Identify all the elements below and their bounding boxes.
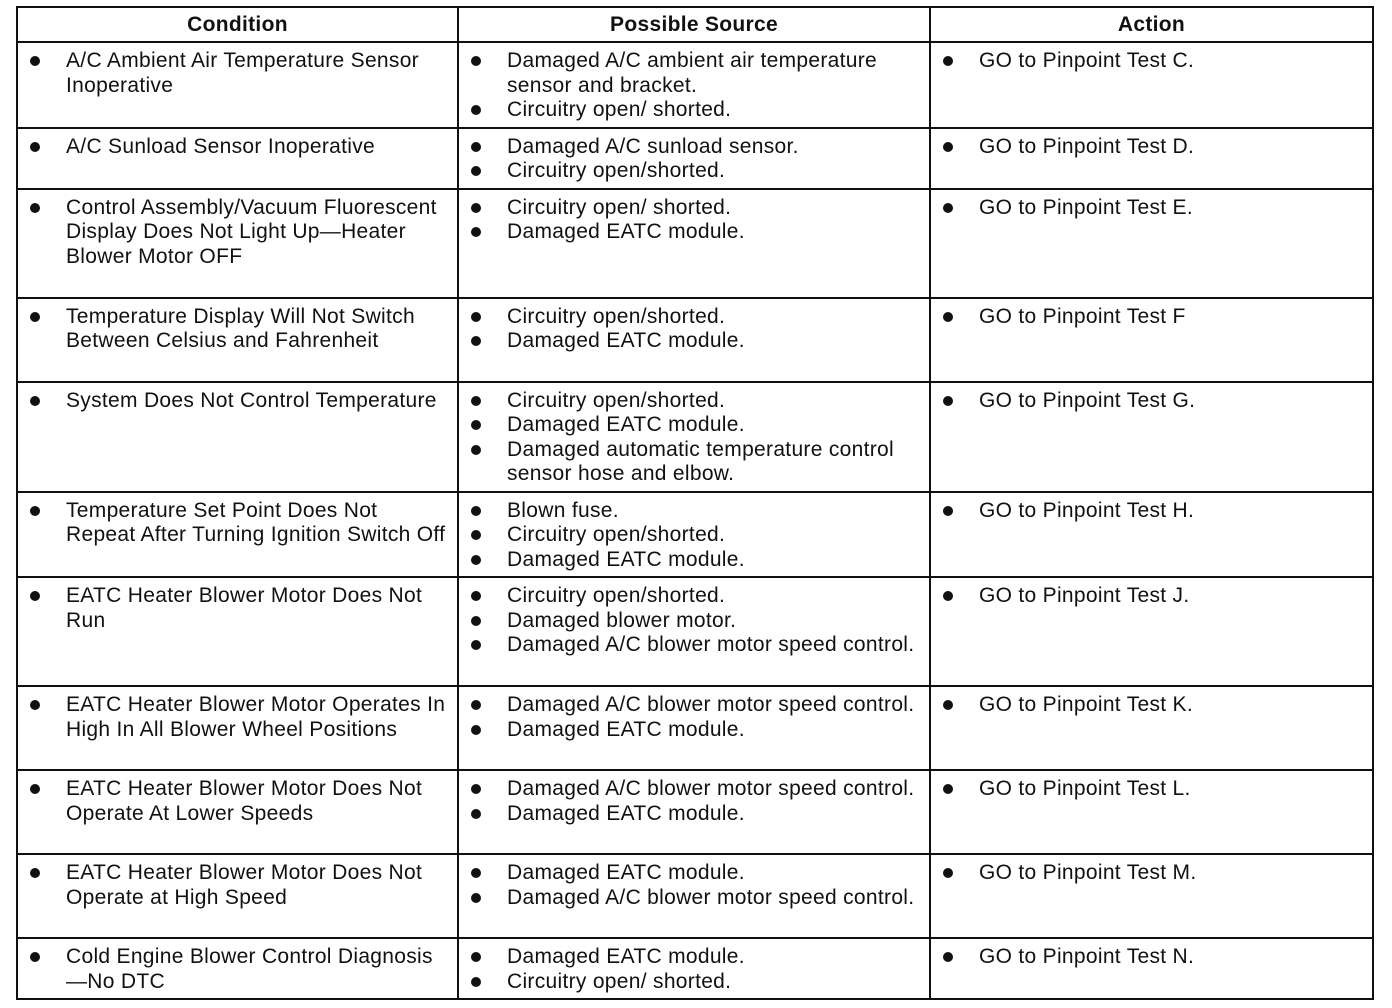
- bullet-icon: [943, 312, 953, 322]
- item-text: Damaged A/C blower motor speed control.: [507, 885, 915, 909]
- item-text: Damaged EATC module.: [507, 329, 745, 352]
- bullet-icon: [943, 396, 953, 406]
- bullet-list: [459, 129, 929, 188]
- item-text: Blown fuse.: [507, 498, 619, 522]
- item-text: Temperature Set Point Does Not Repeat After Turning Ignition Switch Off: [66, 498, 446, 546]
- bullet-list: [931, 771, 1372, 806]
- item-text: Damaged EATC module.: [507, 413, 745, 436]
- bullet-list: [931, 493, 1372, 528]
- bullet-list: [18, 43, 457, 102]
- condition-cell: [17, 492, 458, 578]
- action-cell: [930, 128, 1373, 189]
- table-row: [17, 189, 1373, 298]
- bullet-icon: [471, 952, 481, 962]
- bullet-icon: [471, 336, 481, 346]
- bullet-list: [459, 43, 929, 127]
- list-item: [459, 159, 921, 184]
- list-item: [459, 633, 921, 658]
- bullet-list: [459, 855, 929, 914]
- bullet-icon: [471, 700, 481, 710]
- condition-cell: [17, 854, 458, 938]
- list-item: [18, 499, 449, 548]
- bullet-icon: [471, 166, 481, 176]
- item-text: GO to Pinpoint Test G.: [979, 388, 1196, 412]
- bullet-icon: [943, 591, 953, 601]
- list-item: [18, 861, 449, 910]
- table-row: [17, 128, 1373, 189]
- list-item: [459, 718, 921, 743]
- bullet-icon: [471, 56, 481, 66]
- action-cell: [930, 298, 1373, 382]
- list-item: [931, 305, 1364, 330]
- table-row: [17, 382, 1373, 492]
- bullet-list: [459, 771, 929, 830]
- bullet-list: [18, 578, 457, 637]
- bullet-icon: [30, 700, 40, 710]
- list-item: [459, 196, 921, 221]
- bullet-list: [18, 687, 457, 746]
- action-cell: [930, 42, 1373, 128]
- condition-cell: [17, 577, 458, 686]
- bullet-icon: [471, 640, 481, 650]
- header-row: [17, 7, 1373, 42]
- header-possible-source: Possible Source: [458, 7, 930, 42]
- list-item: [459, 135, 921, 160]
- bullet-list: [459, 383, 929, 491]
- bullet-icon: [471, 725, 481, 735]
- item-text: System Does Not Control Temperature: [66, 388, 437, 412]
- item-text: GO to Pinpoint Test L.: [979, 777, 1191, 800]
- list-item: [459, 220, 921, 245]
- bullet-icon: [943, 506, 953, 516]
- bullet-list: [459, 578, 929, 662]
- item-text: EATC Heater Blower Motor Does Not Run: [66, 584, 423, 632]
- action-cell: [930, 686, 1373, 770]
- list-item: [931, 693, 1364, 718]
- list-item: [459, 49, 921, 98]
- item-text: Damaged EATC module.: [507, 801, 745, 825]
- bullet-icon: [943, 700, 953, 710]
- bullet-list: [18, 129, 457, 164]
- item-text: Temperature Display Will Not Switch Between Celsius and Fahrenheit: [66, 304, 415, 352]
- list-item: [459, 548, 921, 573]
- bullet-list: [931, 687, 1372, 722]
- bullet-icon: [30, 591, 40, 601]
- bullet-icon: [30, 203, 40, 213]
- bullet-icon: [471, 530, 481, 540]
- bullet-icon: [471, 555, 481, 565]
- list-item: [18, 777, 449, 826]
- bullet-icon: [943, 868, 953, 878]
- item-text: A/C Ambient Air Temperature Sensor Inoperative: [66, 49, 419, 97]
- item-text: Damaged A/C blower motor speed control.: [507, 633, 915, 656]
- bullet-icon: [471, 893, 481, 903]
- bullet-icon: [471, 784, 481, 794]
- table-row: [17, 686, 1373, 770]
- item-text: Damaged EATC module.: [507, 547, 745, 571]
- item-text: Circuitry open/shorted.: [507, 159, 726, 182]
- bullet-icon: [943, 56, 953, 66]
- list-item: [18, 135, 449, 160]
- list-item: [459, 970, 921, 995]
- item-text: Damaged A/C blower motor speed control.: [507, 777, 915, 800]
- list-item: [18, 389, 449, 414]
- item-text: Damaged blower motor.: [507, 608, 737, 632]
- list-item: [459, 802, 921, 827]
- item-text: GO to Pinpoint Test M.: [979, 861, 1197, 884]
- bullet-icon: [471, 616, 481, 626]
- bullet-icon: [471, 312, 481, 322]
- list-item: [931, 196, 1364, 221]
- item-text: Control Assembly/Vacuum Fluorescent Display Does Not Light Up—Heater Blower Motor OFF: [66, 195, 437, 268]
- bullet-icon: [30, 784, 40, 794]
- bullet-icon: [943, 142, 953, 152]
- action-cell: [930, 382, 1373, 492]
- condition-cell: [17, 770, 458, 854]
- list-item: [459, 438, 921, 487]
- condition-cell: [17, 189, 458, 298]
- item-text: Damaged A/C sunload sensor.: [507, 134, 799, 158]
- bullet-list: [459, 299, 929, 358]
- list-item: [459, 777, 921, 802]
- table-row: [17, 492, 1373, 578]
- item-text: GO to Pinpoint Test N.: [979, 945, 1195, 968]
- list-item: [459, 609, 921, 634]
- list-item: [18, 584, 449, 633]
- item-text: Damaged EATC module.: [507, 220, 745, 243]
- condition-cell: [17, 128, 458, 189]
- list-item: [18, 945, 449, 994]
- bullet-icon: [943, 203, 953, 213]
- list-item: [459, 305, 921, 330]
- item-text: Damaged EATC module.: [507, 945, 745, 968]
- item-text: Damaged EATC module.: [507, 861, 745, 884]
- bullet-list: [931, 129, 1372, 164]
- list-item: [459, 693, 921, 718]
- bullet-icon: [471, 142, 481, 152]
- bullet-icon: [471, 445, 481, 455]
- list-item: [459, 523, 921, 548]
- bullet-list: [931, 43, 1372, 78]
- possible-source-cell: [458, 128, 930, 189]
- bullet-list: [931, 855, 1372, 890]
- item-text: Damaged EATC module.: [507, 717, 745, 741]
- bullet-list: [931, 939, 1372, 974]
- bullet-icon: [30, 506, 40, 516]
- list-item: [459, 861, 921, 886]
- bullet-icon: [943, 952, 953, 962]
- bullet-list: [459, 939, 929, 998]
- bullet-icon: [30, 868, 40, 878]
- table-body: [17, 42, 1373, 999]
- item-text: GO to Pinpoint Test E.: [979, 195, 1193, 219]
- condition-cell: [17, 382, 458, 492]
- bullet-icon: [471, 420, 481, 430]
- header-condition: Condition: [17, 7, 458, 42]
- list-item: [459, 389, 921, 414]
- possible-source-cell: [458, 298, 930, 382]
- list-item: [18, 196, 449, 270]
- list-item: [459, 98, 921, 123]
- bullet-icon: [471, 591, 481, 601]
- bullet-icon: [471, 809, 481, 819]
- item-text: GO to Pinpoint Test H.: [979, 498, 1195, 522]
- bullet-icon: [943, 784, 953, 794]
- list-item: [931, 777, 1364, 802]
- item-text: A/C Sunload Sensor Inoperative: [66, 134, 376, 158]
- item-text: Damaged A/C ambient air temperature sensor and bracket.: [507, 49, 878, 97]
- action-cell: [930, 492, 1373, 578]
- bullet-icon: [471, 105, 481, 115]
- item-text: Circuitry open/shorted.: [507, 584, 726, 607]
- bullet-icon: [471, 203, 481, 213]
- item-text: GO to Pinpoint Test J.: [979, 584, 1190, 607]
- list-item: [459, 886, 921, 911]
- bullet-list: [931, 578, 1372, 613]
- item-text: Circuitry open/ shorted.: [507, 195, 732, 219]
- list-item: [931, 49, 1364, 74]
- bullet-list: [18, 190, 457, 274]
- condition-cell: [17, 42, 458, 128]
- table-row: [17, 42, 1373, 128]
- condition-cell: [17, 938, 458, 999]
- list-item: [931, 499, 1364, 524]
- item-text: Circuitry open/ shorted.: [507, 969, 732, 993]
- table-row: [17, 298, 1373, 382]
- item-text: GO to Pinpoint Test D.: [979, 134, 1195, 158]
- list-item: [18, 693, 449, 742]
- possible-source-cell: [458, 382, 930, 492]
- list-item: [18, 49, 449, 98]
- list-item: [931, 389, 1364, 414]
- action-cell: [930, 577, 1373, 686]
- bullet-icon: [30, 952, 40, 962]
- possible-source-cell: [458, 770, 930, 854]
- item-text: EATC Heater Blower Motor Operates In High In All Blower Wheel Positions: [66, 693, 446, 741]
- list-item: [931, 584, 1364, 609]
- bullet-list: [18, 771, 457, 830]
- possible-source-cell: [458, 42, 930, 128]
- action-cell: [930, 189, 1373, 298]
- possible-source-cell: [458, 577, 930, 686]
- bullet-icon: [30, 396, 40, 406]
- item-text: GO to Pinpoint Test C.: [979, 49, 1195, 72]
- bullet-icon: [471, 227, 481, 237]
- item-text: GO to Pinpoint Test F: [979, 304, 1186, 328]
- condition-cell: [17, 686, 458, 770]
- list-item: [459, 329, 921, 354]
- bullet-icon: [471, 506, 481, 516]
- item-text: Circuitry open/ shorted.: [507, 98, 732, 121]
- list-item: [459, 584, 921, 609]
- list-item: [18, 305, 449, 354]
- list-item: [459, 499, 921, 524]
- item-text: EATC Heater Blower Motor Does Not Operate At Lower Speeds: [66, 777, 423, 825]
- list-item: [931, 945, 1364, 970]
- condition-cell: [17, 298, 458, 382]
- possible-source-cell: [458, 492, 930, 578]
- bullet-icon: [30, 142, 40, 152]
- bullet-list: [931, 383, 1372, 418]
- bullet-list: [459, 687, 929, 746]
- list-item: [459, 413, 921, 438]
- table-row: [17, 577, 1373, 686]
- item-text: Cold Engine Blower Control Diagnosis—No DTC: [66, 945, 433, 993]
- list-item: [931, 135, 1364, 160]
- bullet-list: [931, 299, 1372, 334]
- diagnosis-table: [16, 6, 1374, 1000]
- item-text: Circuitry open/shorted.: [507, 523, 726, 546]
- item-text: Damaged automatic temperature control sensor hose and elbow.: [507, 437, 894, 485]
- list-item: [459, 945, 921, 970]
- table-row: [17, 854, 1373, 938]
- bullet-list: [459, 190, 929, 249]
- bullet-list: [18, 299, 457, 358]
- item-text: Circuitry open/shorted.: [507, 388, 726, 412]
- bullet-list: [18, 383, 457, 418]
- action-cell: [930, 938, 1373, 999]
- bullet-list: [18, 493, 457, 552]
- table-row: [17, 938, 1373, 999]
- bullet-icon: [471, 396, 481, 406]
- bullet-icon: [30, 312, 40, 322]
- bullet-list: [18, 939, 457, 998]
- header-action: Action: [930, 7, 1373, 42]
- table-row: [17, 770, 1373, 854]
- list-item: [931, 861, 1364, 886]
- action-cell: [930, 770, 1373, 854]
- bullet-icon: [471, 977, 481, 987]
- possible-source-cell: [458, 686, 930, 770]
- bullet-list: [931, 190, 1372, 225]
- bullet-icon: [471, 868, 481, 878]
- item-text: GO to Pinpoint Test K.: [979, 693, 1193, 716]
- possible-source-cell: [458, 189, 930, 298]
- bullet-icon: [30, 56, 40, 66]
- action-cell: [930, 854, 1373, 938]
- item-text: Circuitry open/shorted.: [507, 304, 726, 328]
- item-text: EATC Heater Blower Motor Does Not Operate at High Speed: [66, 861, 423, 909]
- item-text: Damaged A/C blower motor speed control.: [507, 693, 915, 716]
- possible-source-cell: [458, 854, 930, 938]
- possible-source-cell: [458, 938, 930, 999]
- bullet-list: [18, 855, 457, 914]
- bullet-list: [459, 493, 929, 577]
